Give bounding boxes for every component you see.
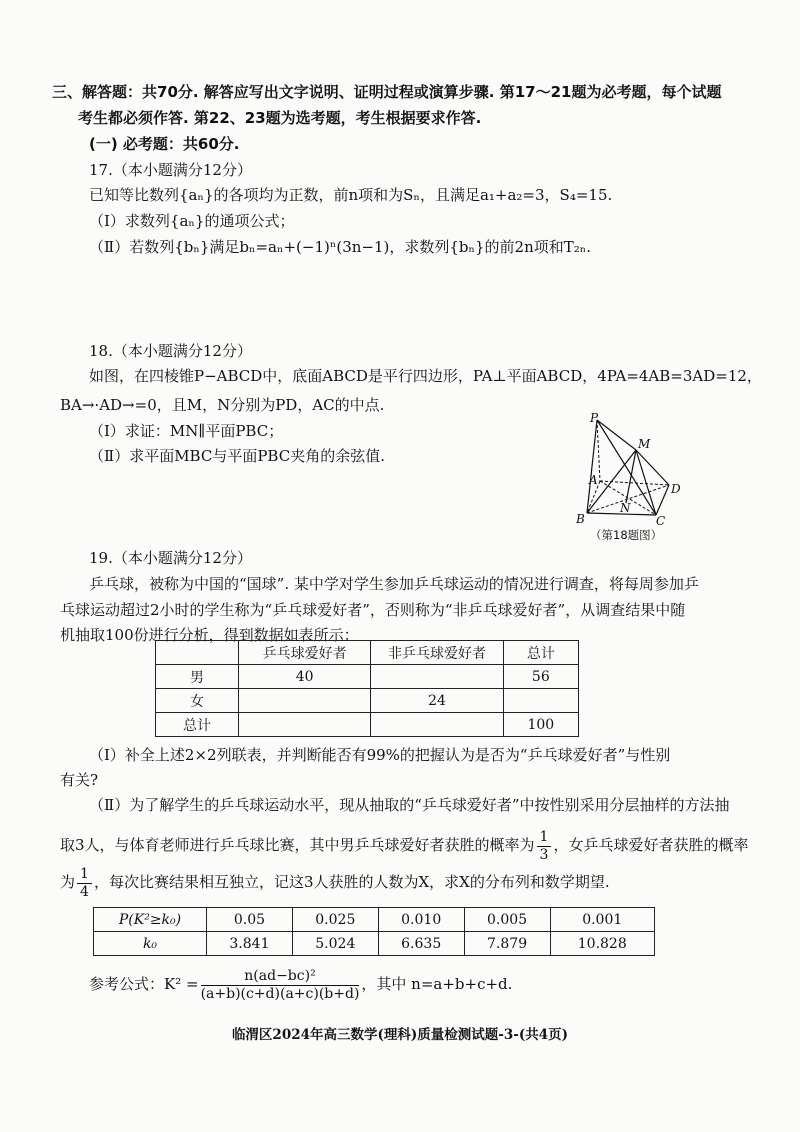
table-row: [156, 713, 579, 737]
q18-stem-line1: 如图，在四棱锥P−ABCD中，底面ABCD是平行四边形，PA⊥平面ABCD，4PA=4AB=3AD=12，: [89, 367, 762, 385]
q19-part2-line3-head: 为: [60, 873, 76, 891]
table-cell: 总计: [156, 713, 239, 737]
q18-part1: （Ⅰ）求证：MN∥平面PBC；: [89, 422, 284, 440]
q17-part2: （Ⅱ）若数列{bₙ}满足bₙ=aₙ+(−1)ⁿ(3n−1)，求数列{bₙ}的前2n项和T₂ₙ.: [89, 238, 592, 256]
section-heading-line1: 三、解答题：共70分. 解答应写出文字说明、证明过程或演算步骤. 第17～21题为必考题，每个试题: [52, 83, 722, 101]
table-cell: 7.879: [464, 932, 550, 956]
part1-heading: (一) 必考题：共60分.: [89, 135, 240, 153]
fraction-one-fourth: [77, 866, 92, 901]
label-C: C: [656, 514, 666, 528]
table-cell: 10.828: [550, 932, 655, 956]
table-cell: 0.05: [207, 908, 293, 932]
q17-heading: 17.（本小题满分12分）: [89, 161, 252, 179]
q19-stem-line2: 乓球运动超过2小时的学生称为“乒乓球爱好者”，否则称为“非乒乓球爱好者”，从调查结果中随: [60, 601, 686, 619]
page-footer: 临渭区2024年高三数学(理科)质量检测试题-3-(共4页): [231, 1027, 569, 1043]
edge-PB: [587, 420, 597, 513]
table-cell: 男: [156, 665, 239, 689]
table-cell: 5.024: [292, 932, 378, 956]
label-P: P: [590, 411, 599, 425]
q19-part1-line1: （Ⅰ）补全上述2×2列联表，并判断能否有99%的把握认为是否为“乒乓球爱好者”与性别: [89, 746, 671, 764]
table-row: [94, 908, 655, 932]
table-cell: 100: [503, 713, 578, 737]
table-header-cell: [156, 641, 239, 665]
formula-prefix: 参考公式：K² =: [89, 975, 199, 993]
q19-part1-line2: 有关?: [60, 771, 99, 789]
label-M: M: [638, 437, 651, 451]
q19-part2-line3: [60, 863, 610, 901]
section-heading-line2: 考生都必须作答. 第22、23题为选考题，考生根据要求作答.: [78, 109, 482, 127]
fraction-denominator: 3: [539, 846, 549, 863]
label-D: D: [671, 482, 681, 496]
q19-part2-line2-tail: ，女乒乓球爱好者获胜的概率: [553, 836, 749, 854]
table-cell: 0.005: [464, 908, 550, 932]
edge-MN: [626, 450, 636, 503]
table-cell: 0.001: [550, 908, 655, 932]
pyramid-figure: [570, 408, 700, 543]
label-A: A: [589, 473, 598, 487]
q19-stem-line3: 机抽取100份进行分析，得到数据如表所示：: [60, 626, 359, 644]
table-cell: 0.025: [292, 908, 378, 932]
label-B: B: [576, 512, 585, 526]
table-header-cell: 非乒乓球爱好者: [371, 641, 503, 665]
q19-heading: 19.（本小题满分12分）: [89, 549, 252, 567]
table-cell: [371, 665, 503, 689]
q17-stem: 已知等比数列{aₙ}的各项均为正数，前n项和为Sₙ，且满足a₁+a₂=3，S₄=15.: [89, 186, 613, 204]
fraction-numerator: 1: [77, 866, 92, 884]
table-cell: 6.635: [378, 932, 464, 956]
table-cell: 0.010: [378, 908, 464, 932]
table-cell: 女: [156, 689, 239, 713]
table-cell: [503, 689, 578, 713]
edge-CD: [656, 485, 669, 515]
formula-denominator: (a+b)(c+d)(a+c)(b+d): [200, 985, 360, 1002]
formula-fraction: [201, 968, 360, 1003]
table-cell: [239, 713, 371, 737]
q18-heading: 18.（本小题满分12分）: [89, 342, 252, 360]
table-row: [156, 665, 579, 689]
table-row: [94, 932, 655, 956]
figure-caption: （第18题图）: [590, 528, 663, 542]
table-cell: 56: [503, 665, 578, 689]
table-row-label: P(K²≥k₀): [94, 908, 207, 932]
q19-stem-line1: 乒乓球，被称为中国的“国球”. 某中学对学生参加乒乓球运动的情况进行调查，将每周参加乒: [89, 575, 699, 593]
table-row-label: k₀: [94, 932, 207, 956]
q19-part2-line1: （Ⅱ）为了解学生的乒乓球运动水平，现从抽取的“乒乓球爱好者”中按性别采用分层抽样的方法抽: [89, 796, 730, 814]
label-N: N: [620, 501, 631, 515]
table-cell: 24: [371, 689, 503, 713]
fraction-denominator: 4: [80, 883, 89, 900]
q18-part2: （Ⅱ）求平面MBC与平面PBC夹角的余弦值.: [89, 447, 385, 465]
contingency-table: [155, 640, 579, 737]
table-row: [156, 689, 579, 713]
edge-PM: [597, 420, 636, 450]
q19-part2-line3-text: ，每次比赛结果相互独立，记这3人获胜的人数为X，求X的分布列和数学期望.: [93, 873, 610, 891]
edge-PA-hidden: [597, 420, 600, 481]
q19-part2-line2-text: 取3人，与体育老师进行乒乓球比赛，其中男乒乓球爱好者获胜的概率为: [60, 836, 535, 854]
formula-suffix: ，其中 n=a+b+c+d.: [361, 975, 513, 993]
table-cell: 40: [239, 665, 371, 689]
fraction-one-third: [537, 829, 552, 864]
q18-stem-line2: BA→·AD→=0，且M，N分别为PD，AC的中点.: [60, 396, 385, 414]
table-cell: 3.841: [207, 932, 293, 956]
critical-value-table: [93, 907, 655, 956]
reference-formula: [89, 964, 512, 1004]
table-cell: [239, 689, 371, 713]
table-cell: [371, 713, 503, 737]
table-header-cell: 总计: [503, 641, 578, 665]
formula-numerator: n(ad−bc)²: [201, 968, 360, 986]
q17-part1: （Ⅰ）求数列{aₙ}的通项公式；: [89, 212, 295, 230]
table-header-cell: 乒乓球爱好者: [239, 641, 371, 665]
q19-part2-line2: [60, 826, 748, 864]
fraction-numerator: 1: [537, 829, 552, 847]
